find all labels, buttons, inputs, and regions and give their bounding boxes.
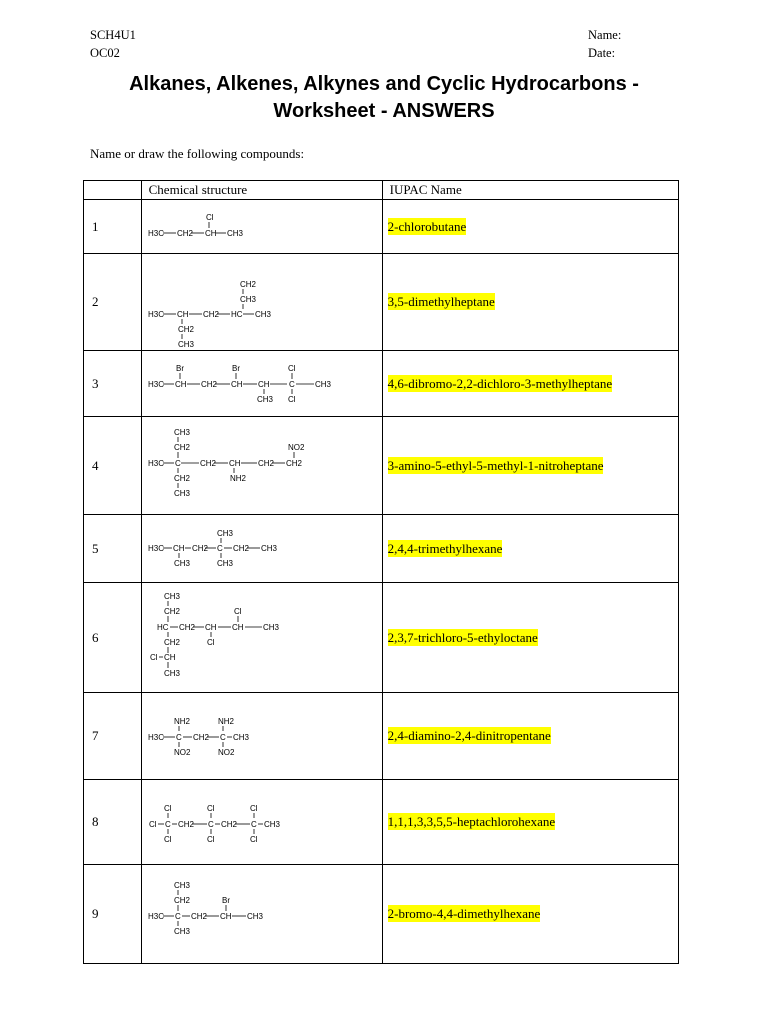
svg-text:Br: Br [231, 363, 240, 373]
page-title [60, 71, 708, 125]
answer-highlight: 4,6-dibromo-2,2-dichloro-3-methylheptane [387, 375, 613, 391]
svg-text:Cl: Cl [233, 606, 242, 616]
svg-text:CH2: CH2 [190, 912, 207, 921]
svg-text:CH3: CH3 [263, 820, 280, 829]
svg-text:HC: HC [156, 622, 169, 632]
course-code: SCH4U1 [90, 28, 136, 42]
svg-text:NO2: NO2 [217, 748, 235, 757]
structure-diagram [142, 207, 380, 247]
iupac-name-cell [382, 583, 678, 693]
svg-text:NO2: NO2 [173, 748, 191, 757]
structure-cell [141, 200, 382, 254]
table-row [84, 865, 679, 964]
instructions: Name or draw the following compounds: [90, 146, 305, 161]
svg-text:CH2: CH2 [177, 820, 194, 829]
svg-text:CH3: CH3 [246, 912, 263, 921]
title-line-1: Alkanes, Alkenes, Alkynes and Cyclic Hydrocarbons - [129, 73, 639, 95]
svg-text:CH2: CH2 [173, 896, 190, 905]
header-cell-structure: Chemical structure [141, 181, 382, 200]
svg-text:NH2: NH2 [229, 473, 246, 483]
svg-text:CH2: CH2 [285, 458, 302, 468]
structure-diagram [142, 257, 380, 347]
structure-cell [141, 693, 382, 780]
table-row [84, 417, 679, 515]
svg-text:CH2: CH2 [177, 325, 194, 334]
answer-highlight: 2,3,7-trichloro-5-ethyloctane [387, 629, 538, 645]
svg-text:CH: CH [230, 379, 243, 389]
header-cell-iupac: IUPAC Name [382, 181, 678, 200]
structure-diagram [142, 420, 380, 512]
svg-text:H3C: H3C [147, 543, 164, 553]
iupac-name-cell [382, 351, 678, 417]
svg-text:CH2: CH2 [202, 310, 219, 319]
svg-text:Cl: Cl [249, 804, 258, 813]
table-row [84, 693, 679, 780]
iupac-name-cell [382, 254, 678, 351]
svg-text:Br: Br [175, 363, 184, 373]
answer-highlight: 2,4,4-trimethylhexane [387, 540, 503, 556]
svg-text:CH3: CH3 [239, 295, 256, 304]
svg-text:NH2: NH2 [173, 717, 190, 726]
svg-text:Cl: Cl [206, 804, 215, 813]
table-row [84, 351, 679, 417]
svg-text:H3C: H3C [147, 458, 164, 468]
iupac-name-cell [382, 417, 678, 515]
svg-text:CH2: CH2 [200, 379, 217, 389]
name-label: Name: [588, 28, 622, 42]
row-number: 4 [84, 417, 142, 515]
row-number: 5 [84, 515, 142, 583]
svg-text:H3C: H3C [147, 228, 164, 238]
svg-text:CH3: CH3 [177, 340, 194, 347]
svg-text:CH3: CH3 [173, 488, 190, 498]
svg-text:CH: CH [219, 912, 232, 921]
svg-text:Cl: Cl [148, 820, 157, 829]
svg-text:CH3: CH3 [216, 558, 233, 568]
structure-diagram [142, 518, 380, 580]
header-course-info [90, 26, 136, 62]
svg-text:CH2: CH2 [173, 442, 190, 452]
iupac-name-cell [382, 693, 678, 780]
svg-text:CH: CH [231, 622, 244, 632]
svg-text:CH: CH [204, 228, 217, 238]
svg-text:Cl: Cl [249, 835, 258, 844]
svg-text:CH3: CH3 [260, 543, 277, 553]
row-number: 8 [84, 780, 142, 865]
svg-text:Cl: Cl [163, 804, 172, 813]
structure-cell [141, 865, 382, 964]
svg-text:CH2: CH2 [191, 543, 208, 553]
svg-text:CH3: CH3 [173, 927, 190, 936]
svg-text:Cl: Cl [163, 835, 172, 844]
svg-text:CH3: CH3 [314, 379, 331, 389]
svg-text:Br: Br [221, 896, 230, 905]
svg-text:H3C: H3C [147, 733, 164, 742]
svg-text:C: C [219, 733, 226, 742]
svg-text:Cl: Cl [206, 637, 215, 647]
structure-diagram [142, 783, 380, 861]
iupac-name-cell [382, 780, 678, 865]
svg-text:Cl: Cl [287, 363, 296, 373]
svg-text:CH3: CH3 [173, 427, 190, 437]
svg-text:CH: CH [204, 622, 217, 632]
row-number: 7 [84, 693, 142, 780]
svg-text:C: C [164, 820, 171, 829]
structure-cell [141, 515, 382, 583]
svg-text:C: C [207, 820, 214, 829]
title-line-2: Worksheet - ANSWERS [273, 100, 495, 122]
svg-text:Cl: Cl [206, 835, 215, 844]
answer-highlight: 3,5-dimethylheptane [387, 294, 495, 309]
structure-diagram [142, 696, 380, 776]
row-number: 3 [84, 351, 142, 417]
row-number: 1 [84, 200, 142, 254]
table-row [84, 200, 679, 254]
svg-text:CH2: CH2 [239, 280, 256, 289]
svg-text:Cl: Cl [149, 652, 158, 662]
iupac-name-cell [382, 515, 678, 583]
table-row [84, 515, 679, 583]
svg-text:CH: CH [228, 458, 241, 468]
table-row [84, 254, 679, 351]
svg-text:HC: HC [230, 310, 243, 319]
svg-text:H3C: H3C [147, 912, 164, 921]
svg-text:H3C: H3C [147, 310, 164, 319]
header-cell-number [84, 181, 142, 200]
structure-diagram [142, 586, 380, 690]
structure-cell [141, 780, 382, 865]
table-row [84, 780, 679, 865]
svg-text:CH3: CH3 [173, 558, 190, 568]
structure-cell [141, 583, 382, 693]
svg-text:Cl: Cl [205, 212, 214, 222]
svg-text:CH3: CH3 [226, 228, 243, 238]
svg-text:CH: CH [174, 379, 187, 389]
unit-code: OC02 [90, 46, 120, 60]
svg-text:CH2: CH2 [173, 473, 190, 483]
svg-text:CH2: CH2 [176, 228, 193, 238]
svg-text:CH2: CH2 [232, 543, 249, 553]
svg-text:CH: CH [163, 652, 176, 662]
svg-text:CH2: CH2 [163, 637, 180, 647]
svg-text:CH3: CH3 [262, 622, 279, 632]
answer-highlight: 1,1,1,3,3,5,5-heptachlorohexane [387, 814, 556, 829]
svg-text:CH: CH [257, 379, 270, 389]
svg-text:CH2: CH2 [220, 820, 237, 829]
worksheet-table [83, 180, 679, 964]
svg-text:C: C [174, 458, 181, 468]
date-label: Date: [588, 46, 616, 60]
svg-text:CH2: CH2 [192, 733, 209, 742]
structure-diagram [142, 354, 380, 414]
svg-text:NO2: NO2 [287, 442, 305, 452]
table-header-row [84, 181, 679, 200]
answer-highlight: 2-chlorobutane [387, 218, 467, 234]
svg-text:CH3: CH3 [232, 733, 249, 742]
answer-highlight: 3-amino-5-ethyl-5-methyl-1-nitroheptane [387, 457, 604, 473]
svg-text:CH3: CH3 [256, 394, 273, 404]
answer-highlight: 2,4-diamino-2,4-dinitropentane [387, 728, 551, 743]
structure-cell [141, 254, 382, 351]
svg-text:C: C [174, 912, 181, 921]
svg-text:CH: CH [176, 310, 189, 319]
svg-text:Cl: Cl [287, 394, 296, 404]
svg-text:CH3: CH3 [163, 668, 180, 678]
answer-highlight: 2-bromo-4,4-dimethylhexane [387, 906, 541, 921]
svg-text:CH2: CH2 [257, 458, 274, 468]
svg-text:NH2: NH2 [217, 717, 234, 726]
svg-text:CH2: CH2 [163, 606, 180, 616]
table-row [84, 583, 679, 693]
svg-text:H3C: H3C [147, 379, 164, 389]
svg-text:CH3: CH3 [173, 881, 190, 890]
svg-text:CH2: CH2 [178, 622, 195, 632]
svg-text:CH3: CH3 [216, 528, 233, 538]
svg-text:C: C [288, 379, 295, 389]
row-number: 9 [84, 865, 142, 964]
structure-diagram [142, 868, 380, 960]
svg-text:CH2: CH2 [199, 458, 216, 468]
svg-text:CH3: CH3 [163, 591, 180, 601]
structure-cell [141, 417, 382, 515]
header-student-fields [588, 26, 621, 62]
svg-text:CH: CH [172, 543, 185, 553]
structure-cell [141, 351, 382, 417]
svg-text:C: C [216, 543, 223, 553]
svg-text:C: C [250, 820, 257, 829]
row-number: 6 [84, 583, 142, 693]
svg-text:C: C [175, 733, 182, 742]
row-number: 2 [84, 254, 142, 351]
svg-text:CH3: CH3 [254, 310, 271, 319]
iupac-name-cell [382, 865, 678, 964]
iupac-name-cell [382, 200, 678, 254]
